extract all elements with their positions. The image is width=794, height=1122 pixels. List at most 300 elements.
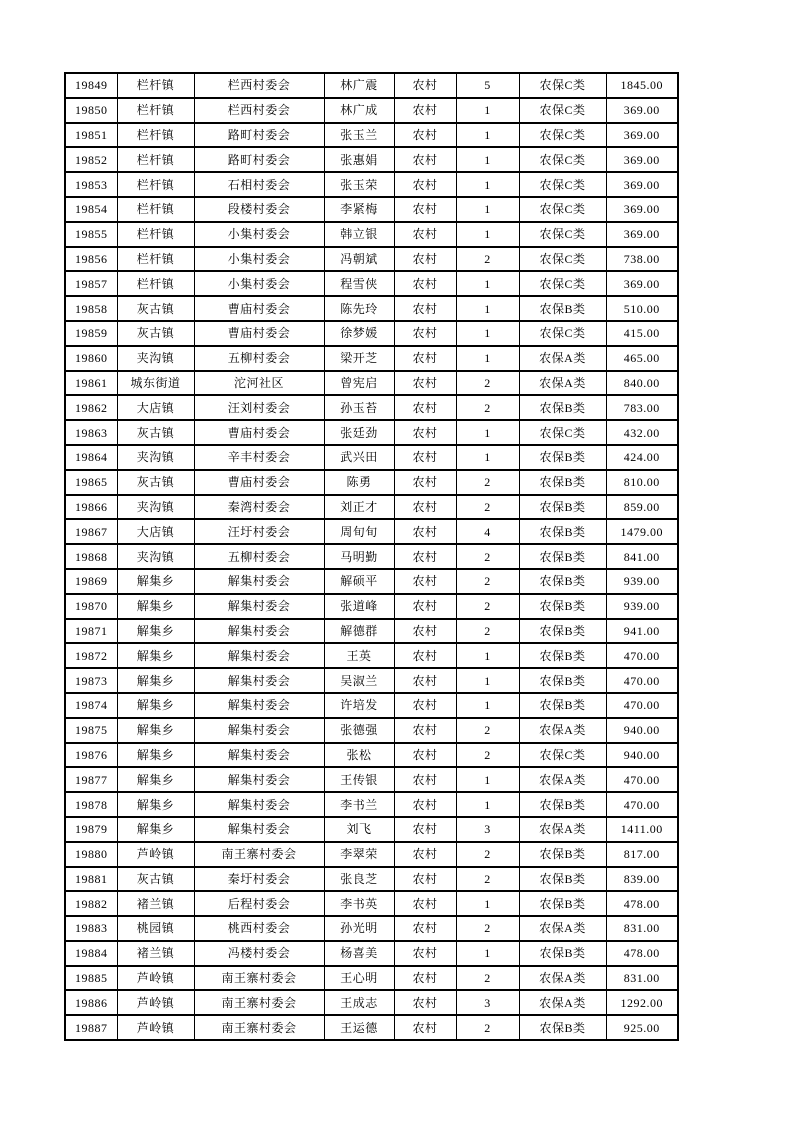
town-cell: 栏杆镇 — [117, 271, 194, 296]
person-count-cell: 2 — [456, 1015, 519, 1040]
residence-type-cell: 农村 — [394, 941, 456, 966]
amount-cell: 369.00 — [606, 222, 678, 247]
village-committee-cell: 解集村委会 — [194, 619, 324, 644]
table-row — [65, 197, 678, 222]
record-id-cell: 19883 — [65, 916, 117, 941]
person-name-cell: 杨喜美 — [324, 941, 394, 966]
table-row — [65, 519, 678, 544]
insurance-category-cell: 农保B类 — [519, 519, 606, 544]
village-committee-cell: 小集村委会 — [194, 222, 324, 247]
person-count-cell: 2 — [456, 470, 519, 495]
table-row — [65, 594, 678, 619]
residence-type-cell: 农村 — [394, 718, 456, 743]
table-row — [65, 619, 678, 644]
village-committee-cell: 解集村委会 — [194, 817, 324, 842]
person-count-cell: 2 — [456, 916, 519, 941]
person-count-cell: 1 — [456, 891, 519, 916]
record-id-cell: 19870 — [65, 594, 117, 619]
person-name-cell: 许培发 — [324, 693, 394, 718]
amount-cell: 783.00 — [606, 395, 678, 420]
town-cell: 栏杆镇 — [117, 222, 194, 247]
person-count-cell: 1 — [456, 693, 519, 718]
town-cell: 解集乡 — [117, 668, 194, 693]
amount-cell: 470.00 — [606, 668, 678, 693]
village-committee-cell: 秦湾村委会 — [194, 495, 324, 520]
residence-type-cell: 农村 — [394, 1015, 456, 1040]
table-row — [65, 668, 678, 693]
record-id-cell: 19879 — [65, 817, 117, 842]
insurance-category-cell: 农保C类 — [519, 172, 606, 197]
village-committee-cell: 五柳村委会 — [194, 346, 324, 371]
person-name-cell: 王传银 — [324, 767, 394, 792]
record-id-cell: 19851 — [65, 123, 117, 148]
town-cell: 灰古镇 — [117, 321, 194, 346]
person-name-cell: 孙光明 — [324, 916, 394, 941]
table-row — [65, 743, 678, 768]
town-cell: 解集乡 — [117, 594, 194, 619]
residence-type-cell: 农村 — [394, 619, 456, 644]
village-committee-cell: 汪圩村委会 — [194, 519, 324, 544]
village-committee-cell: 路町村委会 — [194, 147, 324, 172]
table-row — [65, 767, 678, 792]
record-id-cell: 19867 — [65, 519, 117, 544]
town-cell: 夹沟镇 — [117, 346, 194, 371]
village-committee-cell: 解集村委会 — [194, 668, 324, 693]
person-count-cell: 1 — [456, 197, 519, 222]
village-committee-cell: 南王寨村委会 — [194, 966, 324, 991]
residence-type-cell: 农村 — [394, 271, 456, 296]
person-count-cell: 1 — [456, 445, 519, 470]
amount-cell: 841.00 — [606, 544, 678, 569]
residence-type-cell: 农村 — [394, 519, 456, 544]
person-count-cell: 2 — [456, 743, 519, 768]
insurance-category-cell: 农保B类 — [519, 941, 606, 966]
town-cell: 夹沟镇 — [117, 495, 194, 520]
record-id-cell: 19862 — [65, 395, 117, 420]
person-count-cell: 2 — [456, 867, 519, 892]
person-count-cell: 1 — [456, 792, 519, 817]
residence-type-cell: 农村 — [394, 990, 456, 1015]
town-cell: 芦岭镇 — [117, 842, 194, 867]
person-name-cell: 李翠荣 — [324, 842, 394, 867]
table-row — [65, 445, 678, 470]
person-name-cell: 解硕平 — [324, 569, 394, 594]
residence-type-cell: 农村 — [394, 197, 456, 222]
person-count-cell: 1 — [456, 172, 519, 197]
amount-cell: 510.00 — [606, 296, 678, 321]
record-id-cell: 19886 — [65, 990, 117, 1015]
residence-type-cell: 农村 — [394, 321, 456, 346]
residence-type-cell: 农村 — [394, 470, 456, 495]
amount-cell: 1479.00 — [606, 519, 678, 544]
record-id-cell: 19858 — [65, 296, 117, 321]
amount-cell: 369.00 — [606, 172, 678, 197]
town-cell: 大店镇 — [117, 395, 194, 420]
amount-cell: 478.00 — [606, 941, 678, 966]
insurance-category-cell: 农保B类 — [519, 792, 606, 817]
insurance-category-cell: 农保A类 — [519, 346, 606, 371]
town-cell: 栏杆镇 — [117, 98, 194, 123]
person-count-cell: 2 — [456, 718, 519, 743]
insurance-category-cell: 农保B类 — [519, 296, 606, 321]
record-id-cell: 19885 — [65, 966, 117, 991]
record-id-cell: 19868 — [65, 544, 117, 569]
table-row — [65, 222, 678, 247]
table-row — [65, 693, 678, 718]
table-row — [65, 1015, 678, 1040]
town-cell: 夹沟镇 — [117, 445, 194, 470]
record-id-cell: 19866 — [65, 495, 117, 520]
insurance-category-cell: 农保C类 — [519, 420, 606, 445]
record-id-cell: 19861 — [65, 371, 117, 396]
residence-type-cell: 农村 — [394, 643, 456, 668]
person-name-cell: 张道峰 — [324, 594, 394, 619]
town-cell: 解集乡 — [117, 693, 194, 718]
person-count-cell: 5 — [456, 73, 519, 98]
person-name-cell: 吴淑兰 — [324, 668, 394, 693]
person-name-cell: 张良芝 — [324, 867, 394, 892]
village-committee-cell: 五柳村委会 — [194, 544, 324, 569]
residence-type-cell: 农村 — [394, 966, 456, 991]
person-count-cell: 4 — [456, 519, 519, 544]
village-committee-cell: 解集村委会 — [194, 643, 324, 668]
record-id-cell: 19882 — [65, 891, 117, 916]
amount-cell: 1292.00 — [606, 990, 678, 1015]
insurance-category-cell: 农保B类 — [519, 445, 606, 470]
insurance-category-cell: 农保B类 — [519, 668, 606, 693]
record-id-cell: 19873 — [65, 668, 117, 693]
town-cell: 解集乡 — [117, 643, 194, 668]
insurance-category-cell: 农保C类 — [519, 743, 606, 768]
town-cell: 灰古镇 — [117, 296, 194, 321]
village-committee-cell: 石相村委会 — [194, 172, 324, 197]
person-count-cell: 2 — [456, 544, 519, 569]
amount-cell: 470.00 — [606, 767, 678, 792]
table-row — [65, 495, 678, 520]
amount-cell: 478.00 — [606, 891, 678, 916]
amount-cell: 925.00 — [606, 1015, 678, 1040]
table-row — [65, 296, 678, 321]
person-count-cell: 1 — [456, 767, 519, 792]
amount-cell: 369.00 — [606, 271, 678, 296]
table-body — [65, 73, 678, 1040]
record-id-cell: 19874 — [65, 693, 117, 718]
insurance-category-cell: 农保B类 — [519, 693, 606, 718]
town-cell: 桃园镇 — [117, 916, 194, 941]
table-row — [65, 966, 678, 991]
person-name-cell: 林广震 — [324, 73, 394, 98]
person-count-cell: 2 — [456, 619, 519, 644]
record-id-cell: 19853 — [65, 172, 117, 197]
record-id-cell: 19850 — [65, 98, 117, 123]
person-count-cell: 1 — [456, 222, 519, 247]
insurance-category-cell: 农保C类 — [519, 147, 606, 172]
table-row — [65, 98, 678, 123]
residence-type-cell: 农村 — [394, 916, 456, 941]
table-row — [65, 420, 678, 445]
table-row — [65, 395, 678, 420]
residence-type-cell: 农村 — [394, 842, 456, 867]
record-id-cell: 19855 — [65, 222, 117, 247]
town-cell: 解集乡 — [117, 743, 194, 768]
amount-cell: 470.00 — [606, 693, 678, 718]
person-name-cell: 王运德 — [324, 1015, 394, 1040]
residence-type-cell: 农村 — [394, 792, 456, 817]
residence-type-cell: 农村 — [394, 891, 456, 916]
town-cell: 解集乡 — [117, 792, 194, 817]
person-name-cell: 武兴田 — [324, 445, 394, 470]
person-count-cell: 1 — [456, 147, 519, 172]
residence-type-cell: 农村 — [394, 867, 456, 892]
amount-cell: 738.00 — [606, 247, 678, 272]
table-row — [65, 569, 678, 594]
insurance-category-cell: 农保A类 — [519, 817, 606, 842]
person-name-cell: 王英 — [324, 643, 394, 668]
person-name-cell: 曾宪启 — [324, 371, 394, 396]
village-committee-cell: 辛丰村委会 — [194, 445, 324, 470]
person-name-cell: 解德群 — [324, 619, 394, 644]
table-row — [65, 867, 678, 892]
insurance-category-cell: 农保C类 — [519, 197, 606, 222]
table-row — [65, 643, 678, 668]
residence-type-cell: 农村 — [394, 420, 456, 445]
residence-type-cell: 农村 — [394, 817, 456, 842]
person-name-cell: 刘飞 — [324, 817, 394, 842]
village-committee-cell: 冯楼村委会 — [194, 941, 324, 966]
person-count-cell: 1 — [456, 271, 519, 296]
table-row — [65, 842, 678, 867]
insurance-category-cell: 农保B类 — [519, 470, 606, 495]
insurance-category-cell: 农保B类 — [519, 544, 606, 569]
record-id-cell: 19865 — [65, 470, 117, 495]
person-count-cell: 1 — [456, 941, 519, 966]
residence-type-cell: 农村 — [394, 767, 456, 792]
person-count-cell: 2 — [456, 495, 519, 520]
record-id-cell: 19871 — [65, 619, 117, 644]
table-row — [65, 990, 678, 1015]
insurance-category-cell: 农保C类 — [519, 321, 606, 346]
village-committee-cell: 解集村委会 — [194, 767, 324, 792]
person-name-cell: 张松 — [324, 743, 394, 768]
amount-cell: 940.00 — [606, 743, 678, 768]
insurance-category-cell: 农保C类 — [519, 222, 606, 247]
town-cell: 解集乡 — [117, 767, 194, 792]
person-name-cell: 冯朝斌 — [324, 247, 394, 272]
record-id-cell: 19852 — [65, 147, 117, 172]
insurance-category-cell: 农保B类 — [519, 891, 606, 916]
amount-cell: 940.00 — [606, 718, 678, 743]
record-id-cell: 19863 — [65, 420, 117, 445]
amount-cell: 424.00 — [606, 445, 678, 470]
insurance-category-cell: 农保C类 — [519, 73, 606, 98]
town-cell: 解集乡 — [117, 718, 194, 743]
person-count-cell: 1 — [456, 98, 519, 123]
insurance-category-cell: 农保C类 — [519, 247, 606, 272]
person-count-cell: 1 — [456, 643, 519, 668]
insurance-category-cell: 农保A类 — [519, 966, 606, 991]
residence-type-cell: 农村 — [394, 445, 456, 470]
residence-type-cell: 农村 — [394, 346, 456, 371]
person-count-cell: 1 — [456, 420, 519, 445]
table-row — [65, 916, 678, 941]
record-id-cell: 19884 — [65, 941, 117, 966]
person-name-cell: 王成志 — [324, 990, 394, 1015]
village-committee-cell: 后程村委会 — [194, 891, 324, 916]
person-name-cell: 李书英 — [324, 891, 394, 916]
amount-cell: 817.00 — [606, 842, 678, 867]
town-cell: 解集乡 — [117, 817, 194, 842]
person-name-cell: 陈先玲 — [324, 296, 394, 321]
insurance-category-cell: 农保B类 — [519, 495, 606, 520]
residence-type-cell: 农村 — [394, 668, 456, 693]
person-count-cell: 2 — [456, 594, 519, 619]
village-committee-cell: 秦圩村委会 — [194, 867, 324, 892]
person-name-cell: 徐梦媛 — [324, 321, 394, 346]
residence-type-cell: 农村 — [394, 371, 456, 396]
town-cell: 栏杆镇 — [117, 197, 194, 222]
village-committee-cell: 段楼村委会 — [194, 197, 324, 222]
insurance-category-cell: 农保B类 — [519, 842, 606, 867]
amount-cell: 415.00 — [606, 321, 678, 346]
records-table — [64, 72, 679, 1041]
table-row — [65, 73, 678, 98]
residence-type-cell: 农村 — [394, 172, 456, 197]
residence-type-cell: 农村 — [394, 123, 456, 148]
town-cell: 栏杆镇 — [117, 73, 194, 98]
person-count-cell: 3 — [456, 817, 519, 842]
person-name-cell: 李书兰 — [324, 792, 394, 817]
insurance-category-cell: 农保B类 — [519, 619, 606, 644]
residence-type-cell: 农村 — [394, 544, 456, 569]
person-name-cell: 陈勇 — [324, 470, 394, 495]
amount-cell: 369.00 — [606, 197, 678, 222]
person-count-cell: 2 — [456, 966, 519, 991]
insurance-category-cell: 农保A类 — [519, 718, 606, 743]
residence-type-cell: 农村 — [394, 247, 456, 272]
person-count-cell: 1 — [456, 123, 519, 148]
record-id-cell: 19856 — [65, 247, 117, 272]
village-committee-cell: 栏西村委会 — [194, 73, 324, 98]
village-committee-cell: 解集村委会 — [194, 569, 324, 594]
residence-type-cell: 农村 — [394, 395, 456, 420]
village-committee-cell: 小集村委会 — [194, 271, 324, 296]
insurance-category-cell: 农保A类 — [519, 767, 606, 792]
record-id-cell: 19854 — [65, 197, 117, 222]
town-cell: 褚兰镇 — [117, 941, 194, 966]
person-name-cell: 梁开芝 — [324, 346, 394, 371]
person-name-cell: 张廷劲 — [324, 420, 394, 445]
person-count-cell: 2 — [456, 247, 519, 272]
person-count-cell: 1 — [456, 346, 519, 371]
town-cell: 栏杆镇 — [117, 147, 194, 172]
person-name-cell: 孙玉苔 — [324, 395, 394, 420]
insurance-category-cell: 农保B类 — [519, 1015, 606, 1040]
town-cell: 褚兰镇 — [117, 891, 194, 916]
amount-cell: 369.00 — [606, 98, 678, 123]
table-row — [65, 941, 678, 966]
town-cell: 城东街道 — [117, 371, 194, 396]
person-count-cell: 2 — [456, 371, 519, 396]
insurance-category-cell: 农保A类 — [519, 371, 606, 396]
person-name-cell: 程雪侠 — [324, 271, 394, 296]
table-row — [65, 891, 678, 916]
residence-type-cell: 农村 — [394, 222, 456, 247]
table-row — [65, 817, 678, 842]
village-committee-cell: 解集村委会 — [194, 743, 324, 768]
table-row — [65, 718, 678, 743]
table-row — [65, 147, 678, 172]
amount-cell: 839.00 — [606, 867, 678, 892]
residence-type-cell: 农村 — [394, 495, 456, 520]
person-name-cell: 李紧梅 — [324, 197, 394, 222]
residence-type-cell: 农村 — [394, 147, 456, 172]
insurance-category-cell: 农保A类 — [519, 990, 606, 1015]
record-id-cell: 19877 — [65, 767, 117, 792]
amount-cell: 369.00 — [606, 123, 678, 148]
record-id-cell: 19876 — [65, 743, 117, 768]
insurance-category-cell: 农保A类 — [519, 916, 606, 941]
person-count-cell: 3 — [456, 990, 519, 1015]
amount-cell: 1411.00 — [606, 817, 678, 842]
table-row — [65, 271, 678, 296]
residence-type-cell: 农村 — [394, 594, 456, 619]
amount-cell: 1845.00 — [606, 73, 678, 98]
table-row — [65, 544, 678, 569]
record-id-cell: 19857 — [65, 271, 117, 296]
village-committee-cell: 解集村委会 — [194, 594, 324, 619]
person-name-cell: 张玉荣 — [324, 172, 394, 197]
person-count-cell: 2 — [456, 395, 519, 420]
person-name-cell: 周旬旬 — [324, 519, 394, 544]
amount-cell: 939.00 — [606, 569, 678, 594]
person-name-cell: 刘正才 — [324, 495, 394, 520]
town-cell: 灰古镇 — [117, 470, 194, 495]
town-cell: 灰古镇 — [117, 420, 194, 445]
town-cell: 芦岭镇 — [117, 966, 194, 991]
town-cell: 芦岭镇 — [117, 990, 194, 1015]
village-committee-cell: 解集村委会 — [194, 792, 324, 817]
record-id-cell: 19864 — [65, 445, 117, 470]
town-cell: 栏杆镇 — [117, 123, 194, 148]
village-committee-cell: 曹庙村委会 — [194, 296, 324, 321]
record-id-cell: 19869 — [65, 569, 117, 594]
person-name-cell: 马明勤 — [324, 544, 394, 569]
table-row — [65, 346, 678, 371]
village-committee-cell: 曹庙村委会 — [194, 470, 324, 495]
insurance-category-cell: 农保C类 — [519, 98, 606, 123]
insurance-category-cell: 农保B类 — [519, 569, 606, 594]
village-committee-cell: 路町村委会 — [194, 123, 324, 148]
residence-type-cell: 农村 — [394, 73, 456, 98]
record-id-cell: 19849 — [65, 73, 117, 98]
person-count-cell: 2 — [456, 569, 519, 594]
town-cell: 解集乡 — [117, 569, 194, 594]
town-cell: 夹沟镇 — [117, 544, 194, 569]
amount-cell: 470.00 — [606, 792, 678, 817]
village-committee-cell: 沱河社区 — [194, 371, 324, 396]
record-id-cell: 19887 — [65, 1015, 117, 1040]
village-committee-cell: 桃西村委会 — [194, 916, 324, 941]
insurance-category-cell: 农保B类 — [519, 594, 606, 619]
person-name-cell: 张德强 — [324, 718, 394, 743]
insurance-category-cell: 农保B类 — [519, 867, 606, 892]
table-row — [65, 371, 678, 396]
village-committee-cell: 曹庙村委会 — [194, 321, 324, 346]
amount-cell: 859.00 — [606, 495, 678, 520]
village-committee-cell: 汪刘村委会 — [194, 395, 324, 420]
person-name-cell: 张惠娟 — [324, 147, 394, 172]
town-cell: 灰古镇 — [117, 867, 194, 892]
